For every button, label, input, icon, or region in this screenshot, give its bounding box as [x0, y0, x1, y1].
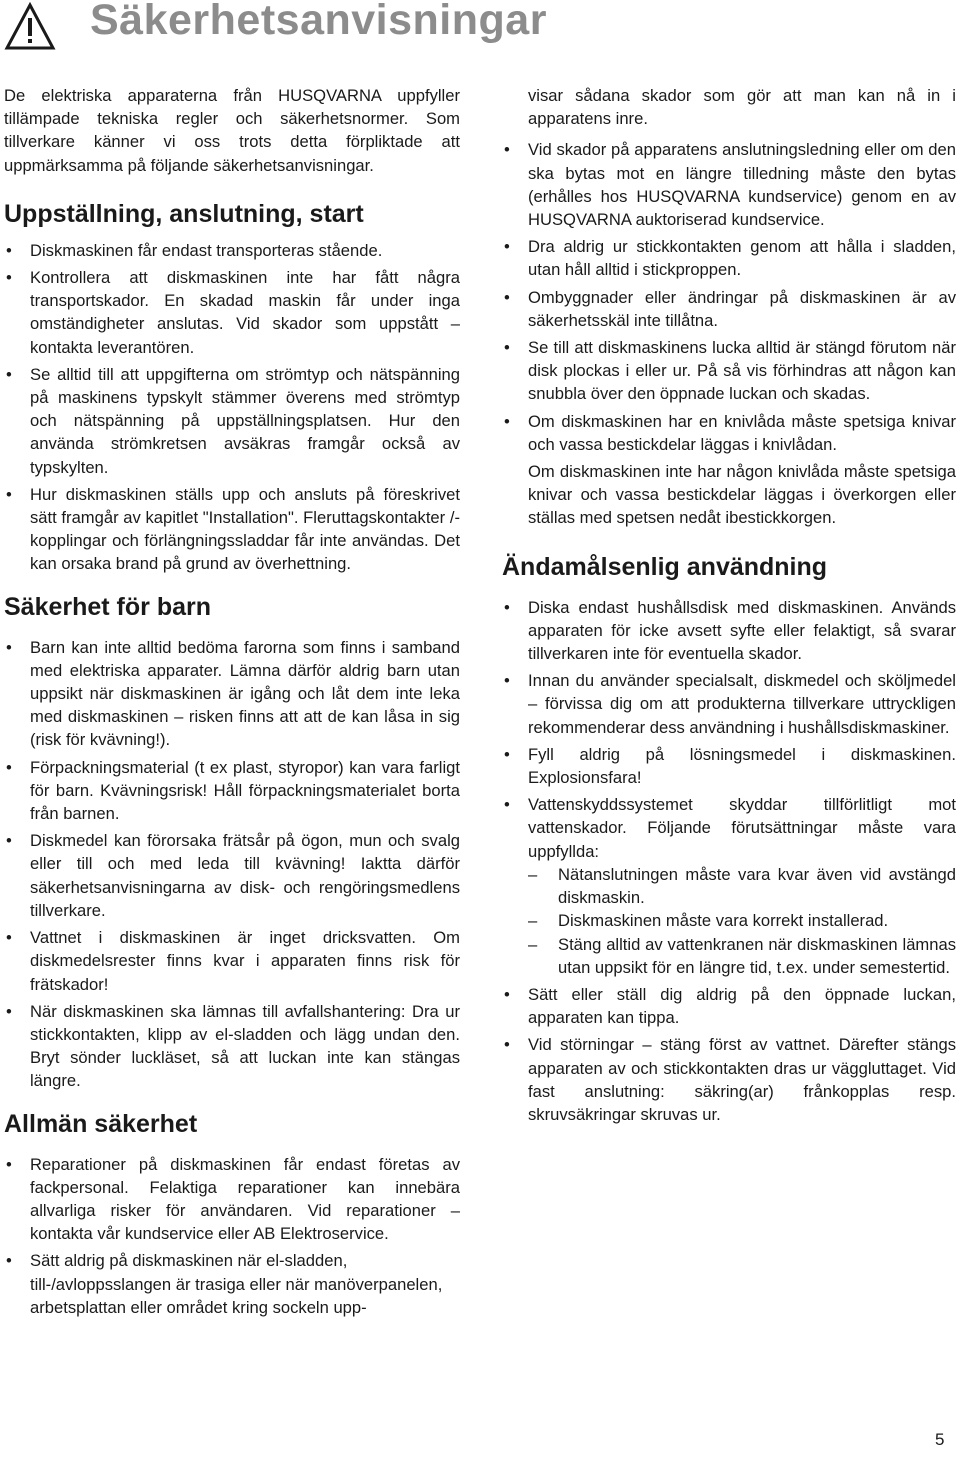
intro-paragraph: De elektriska apparaterna från HUSQVARNA uppfyller tillämpade tekniska regler och säkerhetsnormer. Som tillverkare känner vi oss trots detta förpliktade att uppmärksamma på följande säkerhetsanvisningar. [4, 86, 460, 175]
list-item: • Innan du använder specialsalt, diskmedel och sköljmedel – förvissa dig om att produkterna tillverkare uttryckligen rekommenderar dess användning i hushållsdiskmaskiner. [502, 669, 956, 739]
condition-item: – Stäng alltid av vattenkranen när diskmaskinen lämnas utan uppsikt för en längre tid, t.ex. under semestertid. [528, 933, 956, 979]
list-item: • Diskmaskinen får endast transporteras stående. [4, 239, 460, 262]
list-item: • Diska endast hushållsdisk med diskmaskinen. Används apparaten för icke avsett syfte eller felaktigt, så svarar tillverkaren inte för eventuella skador. [502, 596, 956, 666]
list-item-continuation: visar sådana skador som gör att man kan nå in i apparatens inre. [528, 86, 956, 129]
page-number: 5 [935, 1430, 945, 1449]
setup-list [4, 239, 460, 576]
list-item: • Sätt eller ställ dig aldrig på den öppnade luckan, apparaten kan tippa. [502, 983, 956, 1029]
general-list [4, 1153, 460, 1319]
section-heading-setup: Uppställning, anslutning, start [4, 199, 364, 228]
section-heading-usage: Ändamålsenlig användning [502, 552, 828, 581]
usage-list [502, 596, 956, 863]
list-item: • Vattenskyddssystemet skyddar tillförlitligt mot vattenskador. Följande förutsättningar måste vara uppfyllda: [502, 793, 956, 863]
general-list-continued [502, 84, 956, 456]
section-heading-children: Säkerhet för barn [4, 592, 212, 621]
list-item: • Vid skador på apparatens anslutningsledning eller om den ska bytas mot en längre tilledning måste den bytas (erhålles hos HUSQVARNA kundservice) genom en av HUSQVARNA auktoriserad kundservice. [502, 138, 956, 231]
right-column [502, 84, 956, 1130]
list-item: • Se till att diskmaskinens lucka alltid är stängd förutom när disk plockas i eller ur. På så vis förhindras att någon kan snubbla över den öppnade luckan och skadas. [502, 336, 956, 406]
list-item: • Fyll aldrig på lösningsmedel i diskmaskinen. Explosionsfara! [502, 743, 956, 789]
list-item: • Kontrollera att diskmaskinen inte har fått några transportskador. En skadad maskin får under inga omständigheter anslutas. Vid skador som uppstått – kontakta leverantören. [4, 266, 460, 359]
list-item: • Förpackningsmaterial (t ex plast, styropor) kan vara farligt för barn. Kvävningsrisk! Håll förpackningsmaterialet borta från barnen. [4, 756, 460, 826]
children-list [4, 636, 460, 1093]
list-item: • Hur diskmaskinen ställs upp och ansluts på föreskrivet sätt framgår av kapitlet "Installation". Fleruttagskontakter /-kopplingar och förlängningssladdar får inte användas. Det kan orsaka brand på grund av överhettning. [4, 483, 460, 576]
page-header [0, 0, 960, 60]
list-item: • Om diskmaskinen har en knivlåda måste spetsiga knivar och vassa bestickdelar läggas i knivlådan. [502, 410, 956, 456]
left-column [4, 84, 460, 1323]
list-item: • Ombyggnader eller ändringar på diskmaskinen är av säkerhetsskäl inte tillåtna. [502, 286, 956, 332]
list-item: • Sätt aldrig på diskmaskinen när el-sladden, till-/avloppsslangen är trasiga eller när manöverpanelen, arbetsplattan eller området kring sockeln upp- [4, 1249, 460, 1319]
knife-drawer-note: Om diskmaskinen inte har någon knivlåda måste spetsiga knivar och vassa bestickdelar läggas i överkorgen eller ställas med spetsen nedåt ibestickkorgen. [528, 462, 956, 528]
page-title: Säkerhetsanvisningar [90, 0, 547, 44]
condition-item: – Diskmaskinen måste vara korrekt installerad. [528, 909, 956, 932]
list-item: • Diskmedel kan förorsaka frätsår på ögon, mun och svalg eller till och med leda till kvävning! Iaktta därför säkerhetsanvisningarna av disk- och rengöringsmedlens tillverkare. [4, 829, 460, 922]
list-item: • Vid störningar – stäng först av vattnet. Därefter stängs apparaten av och stickkontakten dras ur väggluttaget. Vid fast anslutning: säkring(ar) frånkopplas resp. skruvsäkringar skruvas ur. [502, 1033, 956, 1126]
list-item: • Reparationer på diskmaskinen får endast företas av fackpersonal. Felaktiga reparationer kan innebära allvarliga risker för användaren. Vid reparationer – kontakta vår kundservice eller AB Elektroservice. [4, 1153, 460, 1246]
list-item: • Vattnet i diskmaskinen är inget dricksvatten. Om diskmedelsrester finns kvar i apparaten finns risk för frätskador! [4, 926, 460, 996]
list-item: • När diskmaskinen ska lämnas till avfallshantering: Dra ur stickkontakten, klipp av el-sladden och lägg undan den. Bryt sönder luckläset, så att luckan inte kan stängas längre. [4, 1000, 460, 1093]
list-item: • Barn kan inte alltid bedöma farorna som finns i samband med elektriska apparater. Lämna därför aldrig barn utan uppsikt när diskmaskinen är igång och låt dem inte leka med diskmaskinen – risken finns att att de kan låsa in sig (risk för kvävning!). [4, 636, 460, 752]
section-heading-general: Allmän säkerhet [4, 1109, 198, 1138]
condition-item: – Nätanslutningen måste vara kvar även vid avstängd diskmaskin. [528, 863, 956, 909]
warning-triangle-icon [4, 2, 56, 52]
conditions-list [502, 863, 956, 979]
usage-list-after [502, 983, 956, 1126]
list-item: • Dra aldrig ur stickkontakten genom att hålla i sladden, utan håll alltid i stickproppen. [502, 235, 956, 281]
list-item: • Se alltid till att uppgifterna om strömtyp och nätspänning på maskinens typskylt stämmer överens med strömtyp och nätspänning på uppställningsplatsen. Hur den använda strömkretsen avsäkras framgår också av typskylten. [4, 363, 460, 479]
